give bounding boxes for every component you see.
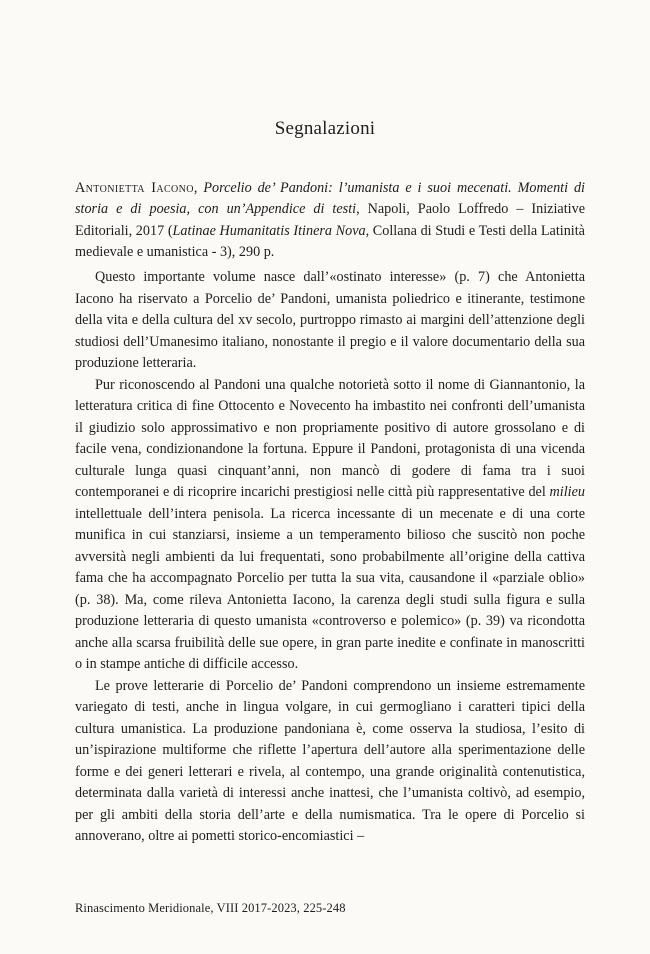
page-footer: Rinascimento Meridionale, VIII 2017-2023, 225-248	[75, 901, 346, 915]
reference-author: Antonietta Iacono	[75, 180, 194, 196]
paragraph-2-part-a: Pur riconoscendo al Pandoni una qualche notorietà sotto il nome di Giannantonio, la letteratura critica di fine Ottocento e Novecento ha imbastito nei confronti dell’umanista il giudizio solo approssimativo e non propriamente positivo di autore grossolano e di facile vena, condizionandone la fortuna. Eppure il Pandoni, protagonista di una vicenda culturale lunga quasi cinquant’anni, non mancò di godere di fama tra i suoi contemporanei e di ricoprire incarichi prestigiosi nelle città più rappresentative del	[75, 376, 585, 500]
paragraph-2	[75, 375, 585, 676]
reference-separator: ,	[193, 180, 204, 196]
section-title: Segnalazioni	[274, 118, 376, 139]
paragraph-3: Le prove letterarie di Porcelio de’ Pandoni comprendono un insieme estremamente variegato di testi, anche in lingua volgare, in cui germogliano i caratteri tipici della cultura umanistica. La produzione pandoniana è, come osserva la studiosa, l’esito di un’ispirazione multiforme che riflette l’apertura dell’autore alla sperimentazione delle forme e dei generi letterari e rivela, al contempo, una grande originalità contenutistica, determinata dalla varietà di interessi anche inattesi, che l’umanista coltivò, ad esempio, per gli ambiti della storia dell’arte e della numismatica. Tra le opere di Porcelio si annoverano, oltre ai pometti storico-encomiastici –	[75, 677, 585, 844]
reference-series: Latinae Humanitatis Itinera Nova	[172, 222, 366, 239]
article-body	[75, 267, 585, 848]
paragraph-1: Questo importante volume nasce dall’«ostinato interesse» (p. 7) che Antonietta Iacono ha riservato a Porcelio de’ Pandoni, umanista poliedrico e itinerante, testimone della vita e della cultura del xv secolo, purtroppo rimasto ai margini dell’attenzione degli studiosi dell’Umanesimo italiano, nonostante il pregio e il valore documentario della sua produzione letteraria.	[75, 269, 585, 371]
paragraph-2-italic: milieu	[549, 484, 585, 500]
paragraph-2-part-b: intellettuale dell’intera penisola. La ricerca incessante di un mecenate e di una corte munifica in cui stanziarsi, insieme a un temperamento bilioso che suscitò non poche avversità negli ambienti da lui frequentati, sono probabilmente all’origine della cattiva fama che ha accompagnato Porcelio per tutta la sua vita, causandone il «parziale oblio» (p. 38). Ma, come rileva Antonietta Iacono, la carenza degli studi sulla figura e sulla produzione letteraria di questo umanista «controverso e polemico» (p. 39) va ricondotta anche alla scarsa fruibilità delle sue opere, in gran parte inedite e confinate in manoscritti o in stampe antiche di difficile accesso.	[75, 505, 585, 672]
reference-rest: , Collana di Studi e Testi della Latinità medievale e umanistica - 3), 290 p.	[75, 222, 585, 260]
reference-publisher: , Napoli, Paolo Loffredo – Iniziative Editoriali, 2017 (	[75, 201, 585, 239]
reference-book-title: Porcelio de’ Pandoni: l’umanista e i suoi mecenati. Momenti di storia e di poesia, con un’Appendice di testi	[75, 180, 585, 218]
bibliographic-reference	[75, 178, 585, 263]
